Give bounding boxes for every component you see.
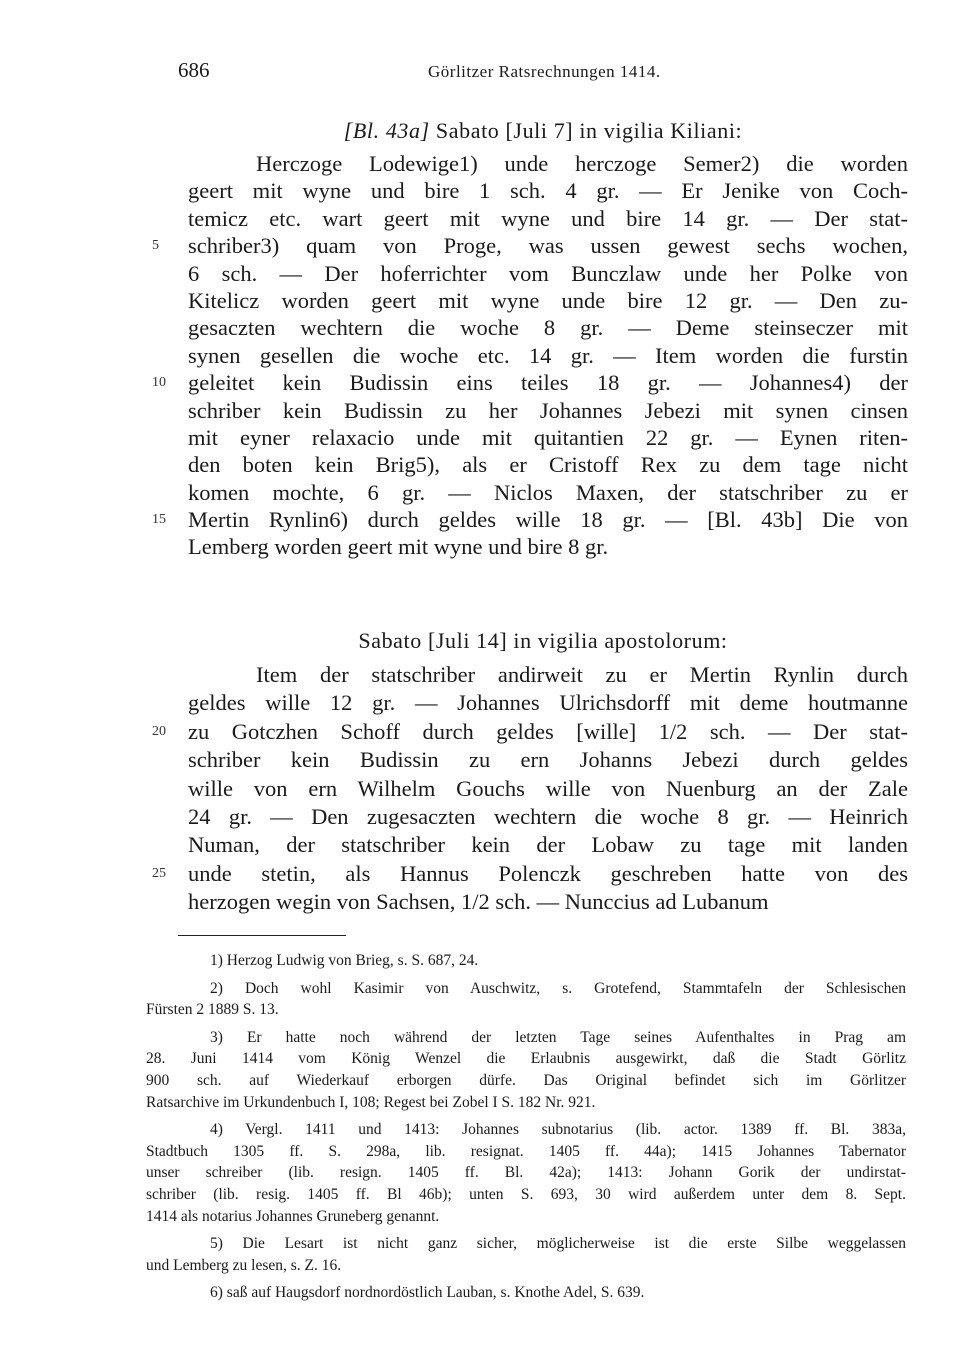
text-line: schriber kein Budissin zu ern Johanns Jebezi durch geldes	[188, 747, 908, 773]
footnote-line: und Lemberg zu lesen, s. Z. 16.	[146, 1256, 342, 1274]
footnote-divider	[178, 935, 346, 936]
line-number: 25	[152, 865, 166, 881]
section-body	[152, 150, 908, 561]
text-line: 24 gr. — Den zugesaczten wechtern die woche 8 gr. — Heinrich	[188, 803, 908, 829]
text-line: herzogen wegin von Sachsen, 1/2 sch. — Nunccius ad Lubanum	[188, 889, 769, 915]
footnote-line: 1414 als notarius Johannes Gruneberg genannt.	[146, 1207, 440, 1225]
page-number: 686	[178, 58, 210, 82]
footnote: 2) Doch wohl Kasimir von Auschwitz, s. Grotefend, Stammtafeln der Schlesischen	[210, 979, 906, 997]
footnote-line: schriber (lib. resig. 1405 ff. Bl 46b); unten S. 693, 30 wird außerdem unter dem 8. Sept.	[146, 1185, 906, 1203]
section-heading-text: Sabato [Juli 14] in vigilia apostolorum:	[358, 628, 728, 653]
section-body	[152, 661, 908, 917]
text-line: temicz etc. wart geert mit wyne und bire 14 gr. — Der stat-	[188, 205, 908, 231]
running-title: Görlitzer Ratsrechnungen 1414.	[428, 62, 661, 81]
text-line: zu Gotczhen Schoff durch geldes [wille] 1/2 sch. — Der stat- 20	[188, 718, 908, 746]
footnote: 5) Die Lesart ist nicht ganz sicher, möglicherweise ist die erste Silbe weggelassen	[210, 1235, 906, 1253]
footnotes	[146, 950, 906, 1304]
text-line: geldes wille 12 gr. — Johannes Ulrichsdorff mit deme houtmanne	[188, 690, 908, 716]
text-line: Herczoge Lodewige1) unde herczoge Semer2) die worden	[256, 151, 908, 176]
text-line: schriber kein Budissin zu her Johannes Jebezi mit synen cinsen	[188, 397, 908, 423]
line-number: 5	[152, 238, 159, 254]
text-line: unde stetin, als Hannus Polenczk geschreben hatte von des 25	[188, 860, 908, 888]
text-line: geleitet kein Budissin eins teiles 18 gr. — Johannes4) der 10	[152, 370, 908, 396]
text-line: Item der statschriber andirweit zu er Mertin Rynlin durch	[256, 662, 908, 687]
footnote-line: 28. Juni 1414 vom König Wenzel die Erlaubnis ausgewirkt, daß die Stadt Görlitz	[146, 1050, 906, 1068]
footnote-line: Fürsten 2 1889 S. 13.	[146, 1001, 279, 1019]
text-line: mit eyner relaxacio unde mit quitantien 22 gr. — Eynen riten-	[188, 424, 908, 450]
footnote-line: Ratsarchive im Urkundenbuch I, 108; Regest bei Zobel I S. 182 Nr. 921.	[146, 1093, 596, 1111]
text-line: 6 sch. — Der hoferrichter vom Bunczlaw unde her Polke von	[188, 260, 908, 286]
section-heading-text: Sabato [Juli 7] in vigilia Kiliani:	[435, 118, 743, 143]
footnote: 4) Vergl. 1411 und 1413: Johannes subnotarius (lib. actor. 1389 ff. Bl. 383a,	[210, 1121, 906, 1139]
text-line: Mertin Rynlin6) durch geldes wille 18 gr. — [Bl. 43b] Die von 15	[152, 507, 908, 533]
text-line: den boten kein Brig5), als er Cristoff Rex zu dem tage nicht	[188, 452, 908, 478]
text-line: Kitelicz worden geert mit wyne unde bire 12 gr. — Den zu-	[188, 287, 908, 313]
line-number: 15	[152, 512, 166, 528]
text-line: Lemberg worden geert mit wyne und bire 8 gr.	[188, 534, 609, 560]
text-line: komen mochte, 6 gr. — Niclos Maxen, der statschriber zu er	[188, 479, 908, 505]
section-heading	[178, 118, 908, 144]
text-line: gesaczten wechtern die woche 8 gr. — Deme steinseczer mit	[188, 315, 908, 341]
folio-reference: [Bl. 43a]	[343, 118, 430, 143]
running-head	[178, 58, 908, 92]
text-line: geert mit wyne und bire 1 sch. 4 gr. — Er Jenike von Coch-	[188, 178, 908, 204]
line-number: 20	[152, 723, 166, 739]
footnote-line: 900 sch. auf Wiederkauf erborgen dürfe. Das Original befindet sich im Görlitzer	[146, 1071, 906, 1089]
line-number: 10	[152, 375, 166, 391]
footnote: 3) Er hatte noch während der letzten Tage seines Aufenthaltes in Prag am	[210, 1028, 906, 1046]
footnote: 1) Herzog Ludwig von Brieg, s. S. 687, 24.	[210, 952, 479, 969]
section-heading	[178, 628, 908, 654]
text-line: wille von ern Wilhelm Gouchs wille von Nuenburg an der Zale	[188, 775, 908, 801]
text-line: schriber3) quam von Proge, was ussen gewest sechs wochen, 5	[152, 233, 908, 259]
footnote-line: Stadtbuch 1305 ff. S. 298a, lib. resignat. 1405 ff. 44a); 1415 Johannes Tabernator	[146, 1142, 906, 1160]
footnote-line: unser schreiber (lib. resign. 1405 ff. Bl. 42a); 1413: Johann Gorik der undirstat-	[146, 1164, 906, 1182]
text-line: Numan, der statschriber kein der Lobaw zu tage mit landen	[188, 832, 908, 858]
text-line: synen gesellen die woche etc. 14 gr. — Item worden die furstin	[188, 342, 908, 368]
footnote: 6) saß auf Haugsdorf nordnordöstlich Lauban, s. Knothe Adel, S. 639.	[210, 1284, 645, 1302]
